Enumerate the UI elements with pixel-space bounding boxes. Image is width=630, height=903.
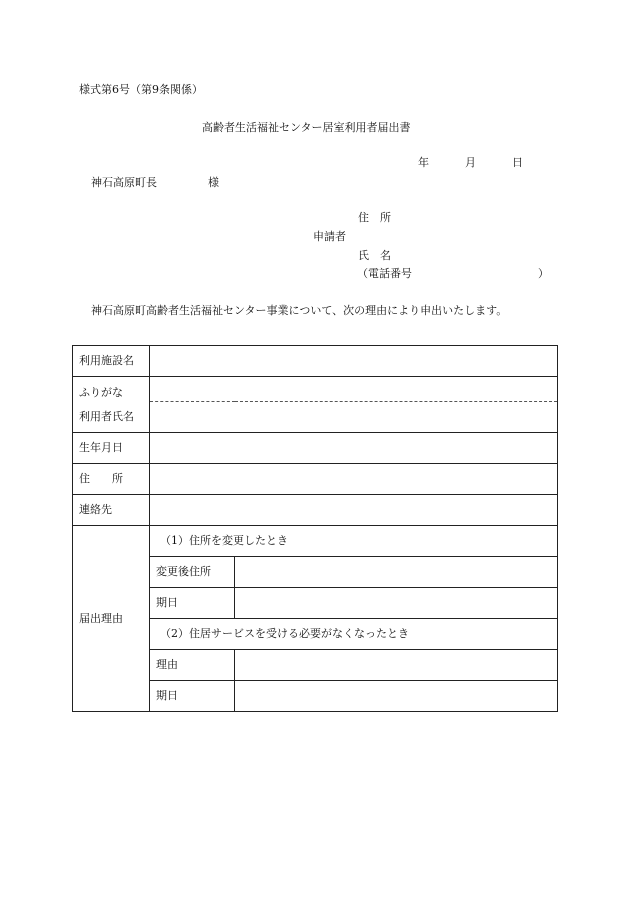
facility-name-field[interactable]	[150, 346, 558, 377]
date2-field[interactable]	[235, 681, 558, 712]
contact-label: 連絡先	[73, 495, 150, 526]
date1-field[interactable]	[235, 588, 558, 619]
new-address-label: 変更後住所	[150, 557, 235, 588]
applicant-label: 申請者	[313, 230, 346, 243]
reason1-header: （1）住所を変更したとき	[150, 526, 558, 557]
reason-label: 届出理由	[73, 526, 150, 712]
new-address-field[interactable]	[235, 557, 558, 588]
birthdate-field[interactable]	[150, 433, 558, 464]
date-month-label: 月	[465, 156, 476, 169]
date-day-label: 日	[512, 156, 523, 169]
application-table	[72, 345, 558, 712]
reason-detail-field[interactable]	[235, 650, 558, 681]
date1-label: 期日	[150, 588, 235, 619]
furigana-field[interactable]	[150, 377, 558, 402]
contact-field[interactable]	[150, 495, 558, 526]
date2-label: 期日	[150, 681, 235, 712]
date-year-label: 年	[418, 156, 429, 169]
address-label: 住 所	[73, 464, 150, 495]
table-row-furigana	[73, 377, 558, 402]
user-name-field[interactable]	[150, 402, 558, 433]
reason-detail-label: 理由	[150, 650, 235, 681]
reason2-header: （2）住居サービスを受ける必要がなくなったとき	[150, 619, 558, 650]
page-title: 高齢者生活福祉センター居室利用者届出書	[202, 121, 411, 134]
addressee-honorific: 様	[208, 176, 219, 189]
birthdate-label: 生年月日	[73, 433, 150, 464]
address-field[interactable]	[150, 464, 558, 495]
table-row-contact	[73, 495, 558, 526]
table-row-address	[73, 464, 558, 495]
applicant-phone-label: （電話番号	[357, 267, 412, 280]
applicant-address-label: 住 所	[358, 211, 391, 224]
form-number: 様式第6号（第9条関係）	[79, 83, 203, 96]
table-row-reason1-header	[73, 526, 558, 557]
user-name-label-cell	[73, 377, 150, 433]
applicant-phone-close: ）	[538, 267, 549, 280]
facility-name-label: 利用施設名	[73, 346, 150, 377]
table-row-facility	[73, 346, 558, 377]
applicant-name-label: 氏 名	[358, 249, 391, 262]
intro-text: 神石高原町高齢者生活福祉センター事業について、次の理由により申出いたします。	[91, 304, 508, 317]
addressee-name: 神石高原町長	[91, 176, 157, 189]
user-name-label: 利用者氏名	[79, 409, 134, 423]
table-row-birthdate	[73, 433, 558, 464]
furigana-label: ふりがな	[79, 385, 123, 399]
